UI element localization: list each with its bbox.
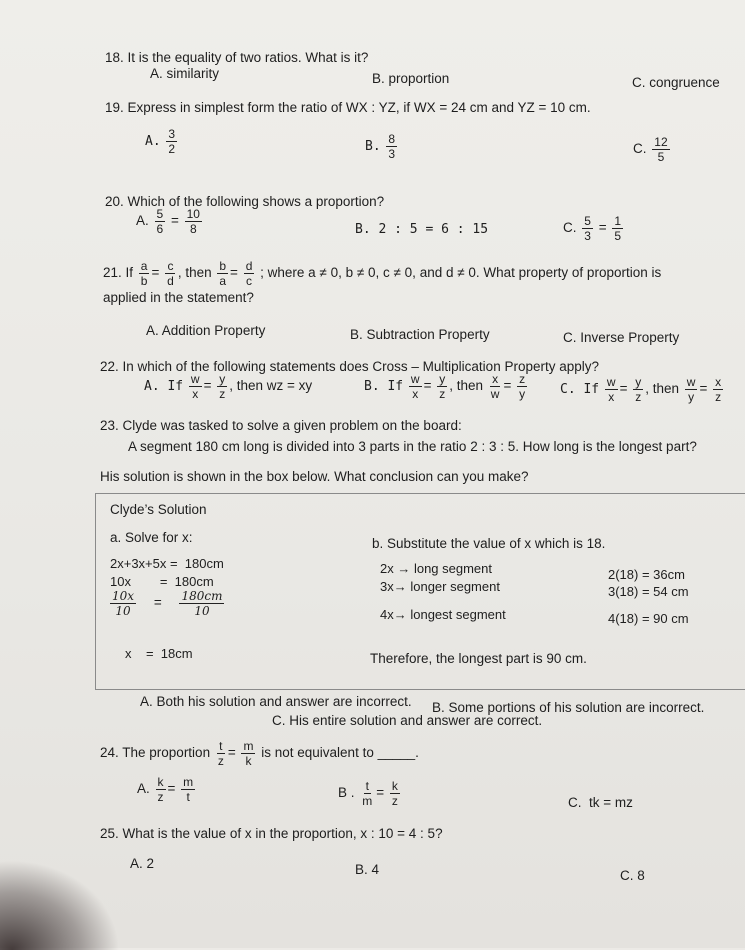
q21-n3: b [219,259,227,273]
q21-d2: d [167,274,174,288]
q24-d2: k [245,754,252,768]
q20-a-n1: 5 [156,207,164,221]
q22-option-c: C. If $\frac{w}{x}$ = $\frac{y}{z}$ , then $\frac{w}{y}$ = $\frac{x}{z}$ [560,375,722,404]
q24-b-d1: m [362,794,373,808]
q24-a-n2: m [183,775,194,789]
q22-b-z: z [439,387,446,401]
solution-result-1: 2(18) = 36cm [608,567,685,582]
q22-b-w: w [410,372,420,386]
solution-title: Clyde’s Solution [110,502,207,517]
q19-a-num: 3 [168,127,176,141]
q24-b-label: B . [338,785,355,801]
q22-c-w: w [606,375,616,389]
q20-option-b: B. 2 : 5 = 6 : 15 [355,222,489,237]
solution-eq3-d2: 10 [194,604,210,618]
solution-result-3: 4(18) = 90 cm [608,611,689,626]
q21-prefix: 21. If [103,265,134,281]
q22-c-pre: C. If [560,382,600,398]
q19-a-den: 2 [168,142,176,156]
q22-c-z: z [635,390,642,404]
q22-b-y: y [439,372,446,386]
q21-then: , then [177,265,212,281]
q22-b-pre: B. If [364,379,404,395]
q20-question: 20. Which of the following shows a proportion? [105,194,385,209]
solution-eq3-n2: 180cm [181,589,223,603]
q20-c-d1: 3 [584,229,591,243]
q22-c-x2: x [715,375,722,389]
q19-a-label: A. [145,134,161,150]
q22-c-y2: y [688,390,695,404]
q21-n2: c [167,259,174,273]
q23-option-c: C. His entire solution and answer are correct. [272,713,543,728]
solution-eq4: x = 18cm [125,646,193,661]
solution-seg-1: 2x → long segment [380,561,493,576]
q24-suffix: is not equivalent to _____. [261,745,419,761]
q24-prefix: 24. The proportion [100,745,211,761]
q23-prompt: His solution is shown in the box below. What conclusion can you make? [100,469,529,484]
solution-part-a-heading: a. Solve for x: [110,530,193,545]
q23-option-a: A. Both his solution and answer are incorrect. [140,694,412,709]
solution-conclusion: Therefore, the longest part is 90 cm. [370,651,587,666]
q22-a-post: , then wz = xy [229,378,313,394]
q21-n1: a [140,259,148,273]
q19-c-num: 12 [654,135,668,149]
q19-question: 19. Express in simplest form the ratio of WX : YZ, if WX = 24 cm and YZ = 10 cm. [105,100,591,115]
q20-a-d2: 8 [189,222,197,236]
q22-a-pre: A. If [144,379,184,395]
q22-c-then: , then [645,381,679,397]
q21-d3: a [219,274,227,288]
q22-c-z2: z [715,390,722,404]
q22-b-y2: y [519,387,526,401]
q20-c-n2: 1 [614,214,622,228]
q25-question: 25. What is the value of x in the proportion, x : 10 = 4 : 5? [100,826,443,841]
q23-problem: A segment 180 cm long is divided into 3 parts in the ratio 2 : 3 : 5. How long is the longest part? [128,439,697,454]
solution-seg-2: 3x→ longer segment [380,579,500,594]
q24-n1: t [219,739,223,753]
q25-option-a: A. 2 [130,856,155,871]
q24-a-n1: k [157,775,164,789]
q25-option-b: B. 4 [355,862,380,877]
solution-eq1: 2x+3x+5x = 180cm [110,556,224,571]
q22-b-then: , then [449,378,483,394]
q22-c-y: y [635,375,642,389]
q20-a-n2: 10 [186,207,200,221]
solution-eq3-n1: 10x [112,589,135,603]
q24-d1: z [217,754,224,768]
q24-option-c: C. tk = mz [568,795,633,810]
q20-c-label: C. [563,220,577,236]
q24-a-label: A. [137,781,150,797]
q22-a-w: w [190,372,200,386]
q24-n2: m [243,739,254,753]
q19-b-label: B. [365,139,381,155]
q21-option-c: C. Inverse Property [563,330,680,345]
q24-a-d1: z [157,790,164,804]
q22-c-x: x [608,390,615,404]
q24-statement: 24. The proportion $\frac{t}{z}$ = $\frac{m}{k}$ is not equivalent to _____. [100,739,419,768]
q18-option-c: C. congruence [632,75,720,90]
q22-option-b: B. If $\frac{w}{x}$ = $\frac{y}{z}$ , then $\frac{x}{w}$ = $\frac{z}{y}$ [364,372,526,401]
q21-statement: 21. If $\frac{a}{b}$ = $\frac{c}{d}$ , then $\frac{b}{a}$ = $\frac{d}{c}$ ; where a ≠ 0, b ≠ 0, c ≠ 0, and d ≠ 0. What property of proportion is [103,259,662,288]
q22-b-x: x [412,387,419,401]
q19-c-den: 5 [657,150,665,164]
q21-option-a: A. Addition Property [146,323,266,338]
q22-a-x: x [192,387,199,401]
q21-option-b: B. Subtraction Property [350,327,490,342]
q22-b-w2: w [490,387,500,401]
q22-question: 22. In which of the following statements does Cross – Multiplication Property apply? [100,359,600,374]
q19-option-c [633,136,672,163]
q19-b-den: 3 [388,147,396,161]
q19-option-a [145,128,179,155]
q19-option-b [365,133,399,160]
solution-eq2: 10x = 180cm [110,574,214,589]
q24-b-n2: k [391,779,398,793]
q23-option-b: B. Some portions of his solution are incorrect. [432,700,705,715]
q20-c-d2: 5 [614,229,622,243]
q18-option-b: B. proportion [372,71,450,86]
q22-a-z: z [219,387,226,401]
q24-option-b: B . $\frac{t}{m}$ = $\frac{k}{z}$ [338,779,398,808]
q22-b-x2: x [492,372,499,386]
q20-option-c: C. $\frac{5}{3}$ = $\frac{1}{5}$ [563,214,622,243]
solution-result-2: 3(18) = 54 cm [608,584,689,599]
q20-a-label: A. [136,213,149,229]
q22-b-z2: z [519,372,526,386]
solution-eq3-equals: = [153,595,162,611]
q18-question: 18. It is the equality of two ratios. What is it? [105,50,369,65]
q22-a-y: y [219,372,226,386]
q20-option-a: A. $\frac{5}{6}$ = $\frac{10}{8}$ [136,207,200,236]
q24-b-d2: z [391,794,398,808]
solution-part-b-heading: b. Substitute the value of x which is 18. [372,536,606,551]
q24-a-d2: t [186,790,190,804]
q21-suffix: ; where a ≠ 0, b ≠ 0, c ≠ 0, and d ≠ 0. What property of proportion is [260,265,662,281]
q24-b-n1: t [365,779,369,793]
q21-d4: c [246,274,253,288]
q20-a-d1: 6 [156,222,164,236]
q23-question: 23. Clyde was tasked to solve a given problem on the board: [100,418,462,433]
solution-eq3 [108,590,226,617]
q19-c-label: C. [633,141,647,157]
q22-option-a: A. If $\frac{w}{x}$ = $\frac{y}{z}$ , then wz = xy [144,372,313,401]
q21-n4: d [245,259,253,273]
q22-c-w2: w [686,375,696,389]
q19-b-num: 8 [388,132,396,146]
solution-seg-3: 4x→ longest segment [380,607,506,622]
q20-c-n1: 5 [584,214,591,228]
finger-shadow [0,860,120,950]
q18-option-a: A. similarity [150,66,220,81]
q25-option-c: C. 8 [620,868,645,883]
q21-line2: applied in the statement? [103,290,254,305]
q21-d1: b [140,274,148,288]
solution-eq3-d1: 10 [115,604,131,618]
q24-option-a: A. $\frac{k}{z}$ = $\frac{m}{t}$ [137,775,194,804]
